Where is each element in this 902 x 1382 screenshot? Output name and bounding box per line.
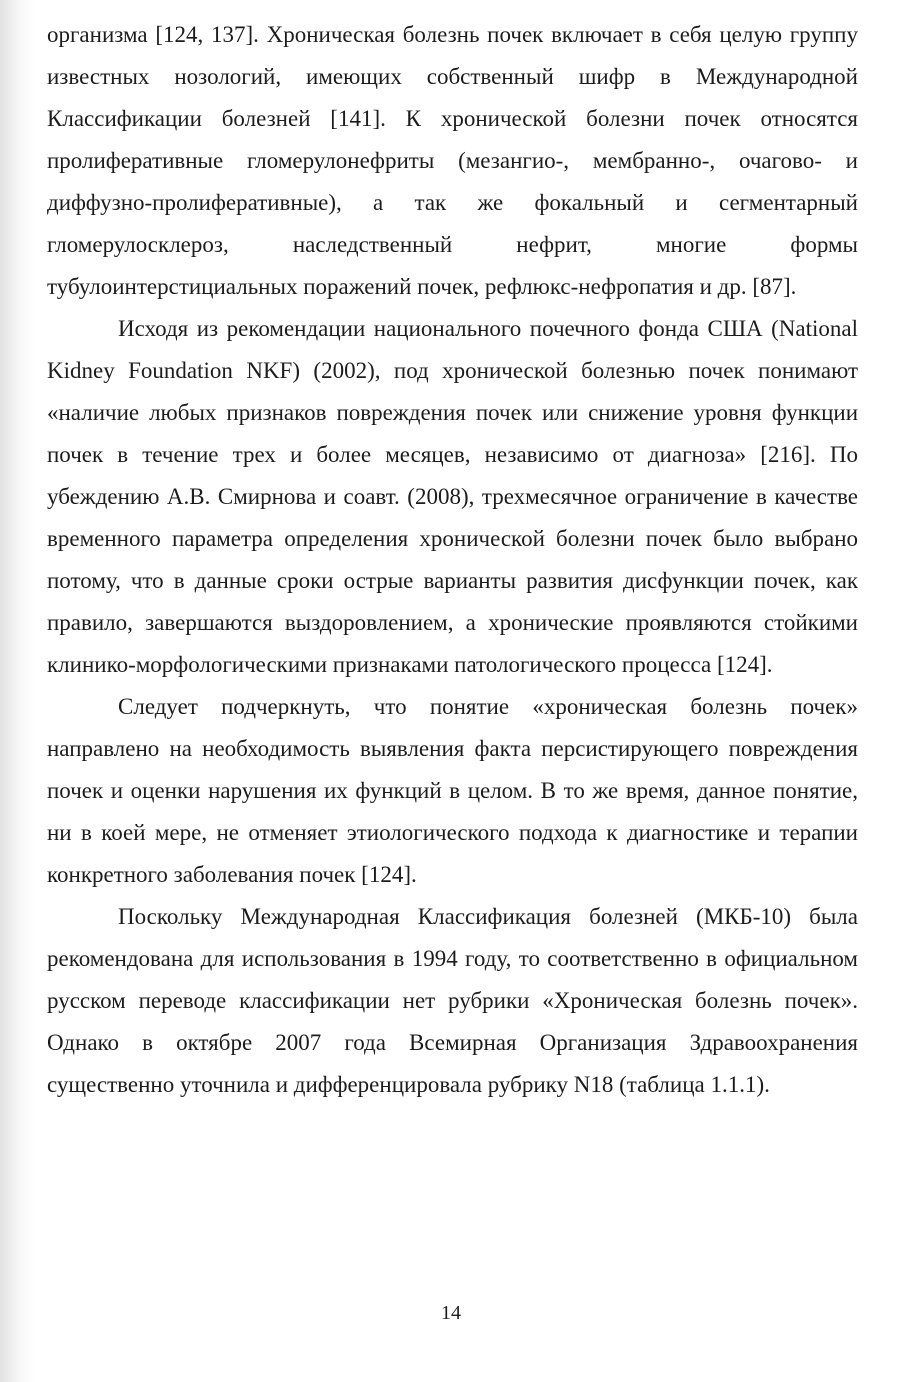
paragraph-1: организма [124, 137]. Хроническая болезнь почек включает в себя целую группу известных нозологий, имеющих собственный шифр в Международной Классификации болезней [141]. К хронической болезни почек относятся пролиферативные гломерулонефриты (мезангио-, мембранно-, очагово- и диффузно-пролиферативные), а так же фокальный и сегментарный гломерулосклероз, наследственный нефрит, многие формы тубулоинтерстициальных поражений почек, рефлюкс-нефропатия и др. [87]. bbox=[47, 22, 858, 299]
page-number: 14 bbox=[441, 1302, 461, 1324]
paragraph-4: Поскольку Международная Классификация болезней (МКБ-10) была рекомендована для использования в 1994 году, то соответственно в официальном русском переводе классификации нет рубрики «Хроническая болезнь почек». Однако в октябре 2007 года Всемирная Организация Здравоохранения существенно уточнила и дифференцировала рубрику N18 (таблица 1.1.1). bbox=[47, 904, 858, 1097]
paragraph-2: Исходя из рекомендации национального почечного фонда США (National Kidney Foundation NKF) (2002), под хронической болезнью почек понимают «наличие любых признаков повреждения почек или снижение уровня функции почек в течение трех и более месяцев, независимо от диагноза» [216]. По убеждению А.В. Смирнова и соавт. (2008), трехмесячное ограничение в качестве временного параметра определения хронической болезни почек было выбрано потому, что в данные сроки острые варианты развития дисфункции почек, как правило, завершаются выздоровлением, а хронические проявляются стойкими клинико-морфологическими признаками патологического процесса [124]. bbox=[47, 316, 858, 677]
scan-edge-shadow bbox=[0, 0, 34, 1382]
body-text bbox=[47, 14, 858, 1106]
paragraph-3: Следует подчеркнуть, что понятие «хроническая болезнь почек» направлено на необходимость выявления факта персистирующего повреждения почек и оценки нарушения их функций в целом. В то же время, данное понятие, ни в коей мере, не отменяет этиологического подхода к диагностике и терапии конкретного заболевания почек [124]. bbox=[47, 694, 858, 887]
